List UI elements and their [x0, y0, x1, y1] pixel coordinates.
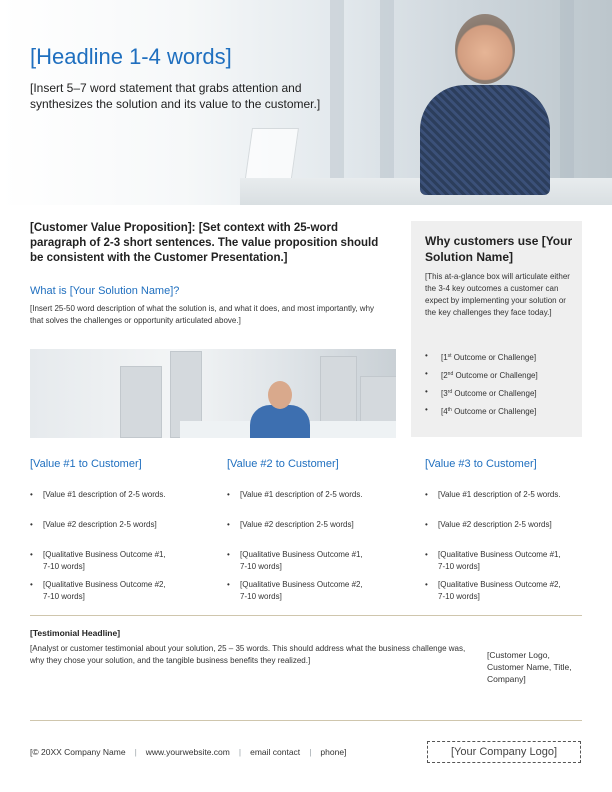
testimonial-body: [Analyst or customer testimonial about your solution, 25 – 35 words. This should address what the business challenge was, why they chose your solution, and the tangible business benefits they realized.] [30, 644, 466, 665]
list-item: • [3rd Outcome or Challenge] [425, 383, 575, 401]
divider [30, 615, 582, 616]
testimonial-headline: [Testimonial Headline] [30, 628, 121, 638]
list-item: • [Value #2 description 2-5 words] [30, 519, 171, 549]
list-item: • [Value #1 description of 2-5 words. [227, 489, 368, 519]
footer-copyright: [© 20XX Company Name [30, 747, 126, 757]
list-item: • [Qualitative Business Outcome #1, 7-10 words] [227, 549, 368, 579]
list-item: • [Qualitative Business Outcome #1, 7-10 words] [30, 549, 171, 579]
company-logo-placeholder: [Your Company Logo] [427, 741, 581, 763]
list-item: • [Value #1 description of 2-5 words. [30, 489, 171, 519]
value-title: [Value #1 to Customer] [30, 458, 142, 470]
list-item: • [Value #1 description of 2-5 words. [425, 489, 566, 519]
value-column-1 [30, 458, 190, 609]
list-item: • [4th Outcome or Challenge] [425, 401, 575, 419]
office-photo [30, 349, 396, 438]
testimonial-customer: [Customer Logo, Customer Name, Title, Company] [487, 650, 572, 684]
value-title: [Value #2 to Customer] [227, 458, 339, 470]
outcome-list [425, 347, 575, 419]
why-customers-description: [This at-a-glance box will articulate either the 3-4 key outcomes a customer can expect by implementing your solution or the key challenges they face today.] [425, 272, 570, 317]
intro-statement: [Insert 5–7 word statement that grabs attention and synthesizes the solution and its value to the customer.] [30, 81, 321, 111]
list-item: • [Value #2 description 2-5 words] [227, 519, 368, 549]
solution-description: [Insert 25-50 word description of what the solution is, and what it does, and most importantly, why that solves the challenges or opportunity articulated above.] [30, 304, 375, 325]
customer-value-proposition [30, 221, 392, 266]
value-title: [Value #3 to Customer] [425, 458, 537, 470]
list-item: • [1st Outcome or Challenge] [425, 347, 575, 365]
footer-phone: phone] [320, 747, 347, 757]
why-customers-title: Why customers use [Your Solution Name] [425, 234, 573, 264]
footer: [© 20XX Company Name | www.yourwebsite.com | email contact | phone] [30, 747, 347, 757]
list-item: • [Qualitative Business Outcome #1, 7-10 words] [425, 549, 566, 579]
divider [30, 720, 582, 721]
list-item: • [Qualitative Business Outcome #2, 7-10 words] [30, 579, 171, 609]
value-column-2 [227, 458, 387, 609]
list-item: • [Qualitative Business Outcome #2, 7-10 words] [425, 579, 566, 609]
cvp-label: [Customer Value Proposition]: [30, 222, 196, 234]
list-item: • [2nd Outcome or Challenge] [425, 365, 575, 383]
solution-question-heading: What is [Your Solution Name]? [30, 285, 180, 297]
list-item: • [Value #2 description 2-5 words] [425, 519, 566, 549]
cvp-text: [Set context with 25-word paragraph of 2-3 short sentences. The value proposition should be consistent with the Customer Presentation.] [30, 222, 379, 264]
footer-website[interactable]: www.yourwebsite.com [145, 747, 230, 757]
page-headline: [Headline 1-4 words] [30, 44, 232, 69]
value-column-3 [425, 458, 585, 609]
footer-email[interactable]: email contact [250, 747, 301, 757]
list-item: • [Qualitative Business Outcome #2, 7-10 words] [227, 579, 368, 609]
